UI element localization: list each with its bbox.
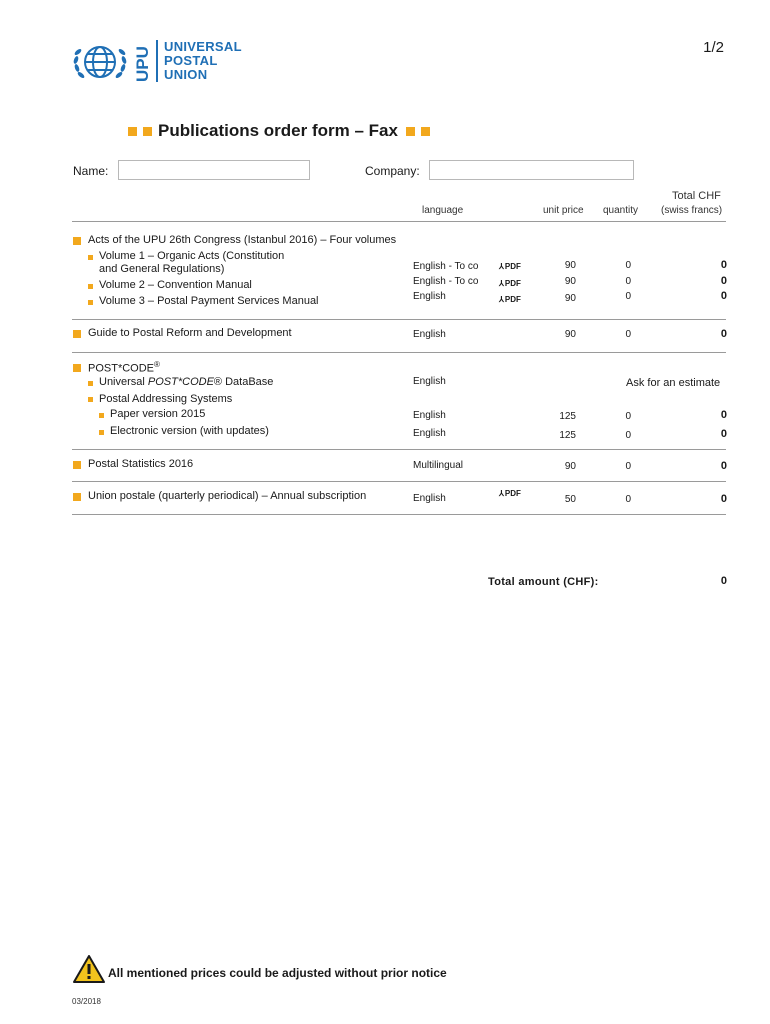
stats-qty[interactable]: 0 (625, 461, 631, 472)
title-square-icon (421, 127, 430, 136)
upu-emblem-icon (72, 40, 128, 84)
bullet-icon (73, 364, 81, 372)
guide-language: English (413, 329, 446, 340)
pdf-link[interactable]: ⅄ PDF (499, 489, 521, 498)
name-field[interactable] (118, 160, 310, 180)
postcode-el-price: 125 (559, 430, 576, 441)
logo-divider (156, 40, 158, 82)
divider (72, 481, 726, 482)
title-square-icon (406, 127, 415, 136)
col-total-line2: (swiss francs) (661, 205, 723, 216)
org-line-3: UNION (164, 67, 208, 82)
bullet-icon (73, 330, 81, 338)
bullet-icon (73, 493, 81, 501)
col-language: language (422, 205, 464, 216)
guide-total: 0 (720, 328, 727, 340)
postcode-paper-price: 125 (559, 411, 576, 422)
postcode-paper-qty[interactable]: 0 (625, 411, 631, 422)
title-square-icon (143, 127, 152, 136)
guide-qty[interactable]: 0 (625, 329, 631, 340)
acts-row1-total: 0 (720, 259, 727, 271)
acts-vol2: Volume 2 – Convention Manual (99, 279, 252, 291)
bullet-icon (99, 430, 104, 435)
acts-row2-total: 0 (720, 275, 727, 287)
postcode-database: Universal POST*CODE® DataBase (99, 376, 274, 388)
pdf-icon: ⅄ (499, 489, 504, 498)
union-price: 50 (564, 494, 576, 505)
acts-row1-qty[interactable]: 0 (625, 260, 631, 271)
company-label: Company: (365, 164, 420, 178)
postcode-db-note: Ask for an estimate (626, 377, 721, 389)
union-title: Union postale (quarterly periodical) – Annual subscription (88, 490, 367, 502)
postcode-electronic: Electronic version (with updates) (110, 425, 269, 437)
bullet-icon (88, 255, 93, 260)
pdf-link[interactable]: ⅄ PDF (499, 279, 521, 288)
document-date: 03/2018 (72, 997, 101, 1006)
postcode-paper-total: 0 (720, 409, 727, 421)
org-name (164, 40, 242, 82)
acts-row1-price: 90 (564, 260, 576, 271)
guide-price: 90 (564, 329, 576, 340)
col-unit-price: unit price (543, 205, 584, 216)
acts-row2-qty[interactable]: 0 (625, 276, 631, 287)
pdf-link[interactable]: ⅄ PDF (499, 262, 521, 271)
bullet-icon (88, 284, 93, 289)
postcode-pas: Postal Addressing Systems (99, 393, 233, 405)
col-quantity: quantity (603, 205, 639, 216)
bullet-icon (73, 237, 81, 245)
upu-acronym: UPU (133, 46, 152, 82)
bullet-icon (88, 381, 93, 386)
stats-language: Multilingual (413, 460, 464, 471)
acts-row2-price: 90 (564, 276, 576, 287)
divider (72, 449, 726, 450)
acts-row3-price: 90 (564, 293, 576, 304)
postcode-title: POST*CODE® (88, 360, 160, 375)
stats-title: Postal Statistics 2016 (88, 458, 194, 470)
postcode-paper: Paper version 2015 (110, 408, 206, 420)
acts-vol3: Volume 3 – Postal Payment Services Manual (99, 295, 319, 307)
postcode-el-language: English (413, 428, 446, 439)
acts-row3-language: English (413, 291, 446, 302)
postcode-el-total: 0 (720, 428, 727, 440)
divider (72, 319, 726, 320)
acts-vol1-line1: Volume 1 – Organic Acts (Constitution (99, 250, 285, 262)
union-language: English (413, 493, 446, 504)
acts-row2-language: English - To co (413, 276, 479, 287)
postcode-el-qty[interactable]: 0 (625, 430, 631, 441)
bullet-icon (88, 397, 93, 402)
pdf-link[interactable]: ⅄ PDF (499, 295, 521, 304)
pdf-icon: ⅄ (499, 295, 504, 304)
postcode-paper-language: English (413, 410, 446, 421)
union-qty[interactable]: 0 (625, 494, 631, 505)
divider (72, 514, 726, 515)
page-title-row (128, 121, 432, 141)
guide-title: Guide to Postal Reform and Development (88, 327, 292, 339)
total-amount-value: 0 (720, 575, 727, 587)
divider (72, 221, 726, 222)
col-total-line1: Total CHF (672, 190, 721, 202)
org-line-2: POSTAL (164, 53, 218, 68)
stats-total: 0 (720, 460, 727, 472)
org-line-1: UNIVERSAL (164, 39, 242, 54)
acts-title: Acts of the UPU 26th Congress (Istanbul 2016) – Four volumes (88, 234, 397, 246)
name-label: Name: (73, 164, 109, 178)
acts-row3-total: 0 (720, 290, 727, 302)
price-notice: All mentioned prices could be adjusted without prior notice (108, 966, 447, 980)
total-amount-label: Total amount (CHF): (488, 576, 599, 588)
acts-row1-language: English - To co (413, 261, 479, 272)
company-field[interactable] (429, 160, 634, 180)
page-number: 1/2 (703, 39, 724, 56)
bullet-icon (99, 413, 104, 418)
stats-price: 90 (564, 461, 576, 472)
pdf-icon: ⅄ (499, 262, 504, 271)
acts-row3-qty[interactable]: 0 (625, 291, 631, 302)
pdf-icon: ⅄ (499, 279, 504, 288)
page-title: Publications order form – Fax (158, 121, 398, 140)
bullet-icon (88, 300, 93, 305)
warning-icon (72, 954, 106, 984)
title-square-icon (128, 127, 137, 136)
upu-vertical-mark (133, 40, 153, 84)
divider (72, 352, 726, 353)
acts-vol1-line2: and General Regulations) (99, 263, 225, 275)
postcode-db-language: English (413, 376, 446, 387)
bullet-icon (73, 461, 81, 469)
union-total: 0 (720, 493, 727, 505)
